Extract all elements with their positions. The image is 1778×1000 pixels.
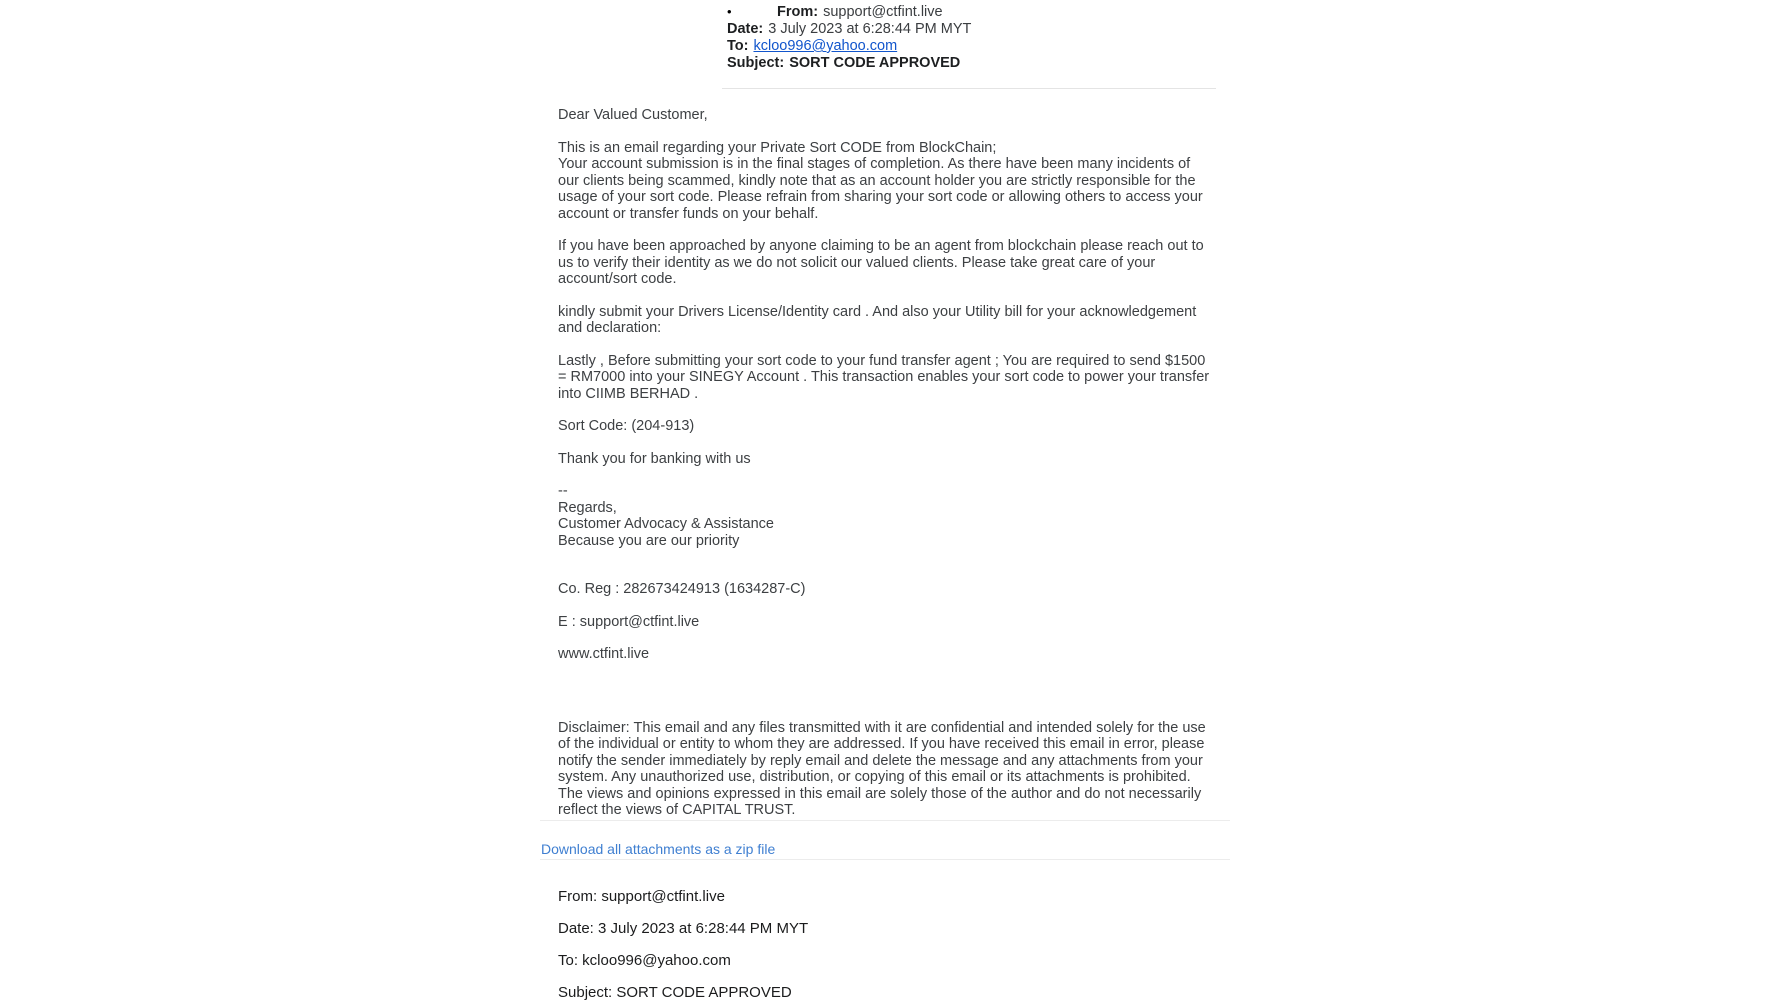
quoted-subject: Subject: SORT CODE APPROVED [558, 984, 792, 1000]
subject-value: SORT CODE APPROVED [789, 55, 961, 71]
paragraph-co-reg: Co. Reg : 282673424913 (1634287-C) [558, 581, 806, 597]
quoted-to: To: kcloo996@yahoo.com [558, 952, 731, 969]
header-divider [722, 88, 1216, 89]
bullet-icon: • [727, 4, 732, 19]
to-email-link[interactable]: kcloo996@yahoo.com [753, 38, 898, 54]
subject-label: Subject: [727, 55, 785, 71]
paragraph-warning: If you have been approached by anyone claiming to be an agent from blockchain please reach out to us to verify their identity as we do not solicit our valued clients. Please take great care of your account/sort code. [558, 238, 1204, 287]
paragraph-greeting: Dear Valued Customer, [558, 107, 708, 123]
from-label: From: [777, 4, 819, 20]
header-to-row [727, 38, 971, 55]
quoted-date: Date: 3 July 2023 at 6:28:44 PM MYT [558, 920, 809, 937]
quoted-from: From: support@ctfint.live [558, 888, 725, 905]
email-body [558, 107, 1209, 835]
paragraph-signature: -- Regards, Customer Advocacy & Assistance Because you are our priority [558, 483, 774, 549]
date-label: Date: [727, 21, 764, 37]
paragraph-email: E : support@ctfint.live [558, 613, 700, 630]
attachments-divider-top [540, 820, 1230, 821]
to-label: To: [727, 38, 749, 54]
paragraph-website: www.ctfint.live [558, 646, 650, 662]
header-subject-row [727, 55, 971, 72]
paragraph-intro: This is an email regarding your Private Sort CODE from BlockChain; Your account submission is in the final stages of completion. As there have been many incidents of our clients being scammed, kindly note that as an account holder you are strictly responsible for the usage of your sort code. Please refrain from sharing your sort code or allowing others to access your account or transfer funds on your behalf. [558, 139, 1203, 222]
paragraph-disclaimer: Disclaimer: This email and any files transmitted with it are confidential and intended solely for the use of the individual or entity to whom they are addressed. If you have received this email in error, please notify the sender immediately by reply email and delete the message and any attachments from your system. Any unauthorized use, distribution, or copying of this email or its attachments is prohibited. The views and opinions expressed in this email are solely those of the author and do not necessarily reflect the views of CAPITAL TRUST. [558, 719, 1206, 818]
download-attachments-link[interactable]: Download all attachments as a zip file [541, 841, 776, 857]
email-header [727, 3, 971, 72]
paragraph-payment: Lastly , Before submitting your sort code to your fund transfer agent ; You are required to send $1500 = RM7000 into your SINEGY Account . This transaction enables your sort code to power your transfer into CIIMB BERHAD . [558, 352, 1210, 402]
header-from-row [727, 3, 971, 21]
quoted-headers [558, 888, 808, 1000]
from-value: support@ctfint.live [823, 4, 943, 20]
date-value: 3 July 2023 at 6:28:44 PM MYT [768, 21, 972, 37]
paragraph-thanks: Thank you for banking with us [558, 450, 751, 467]
header-date-row [727, 21, 971, 38]
paragraph-sort-code: Sort Code: (204-913) [558, 418, 695, 434]
attachments-divider-bottom [540, 859, 1230, 860]
paragraph-documents: kindly submit your Drivers License/Identity card . And also your Utility bill for your acknowledgement and declaration: [558, 303, 1197, 336]
